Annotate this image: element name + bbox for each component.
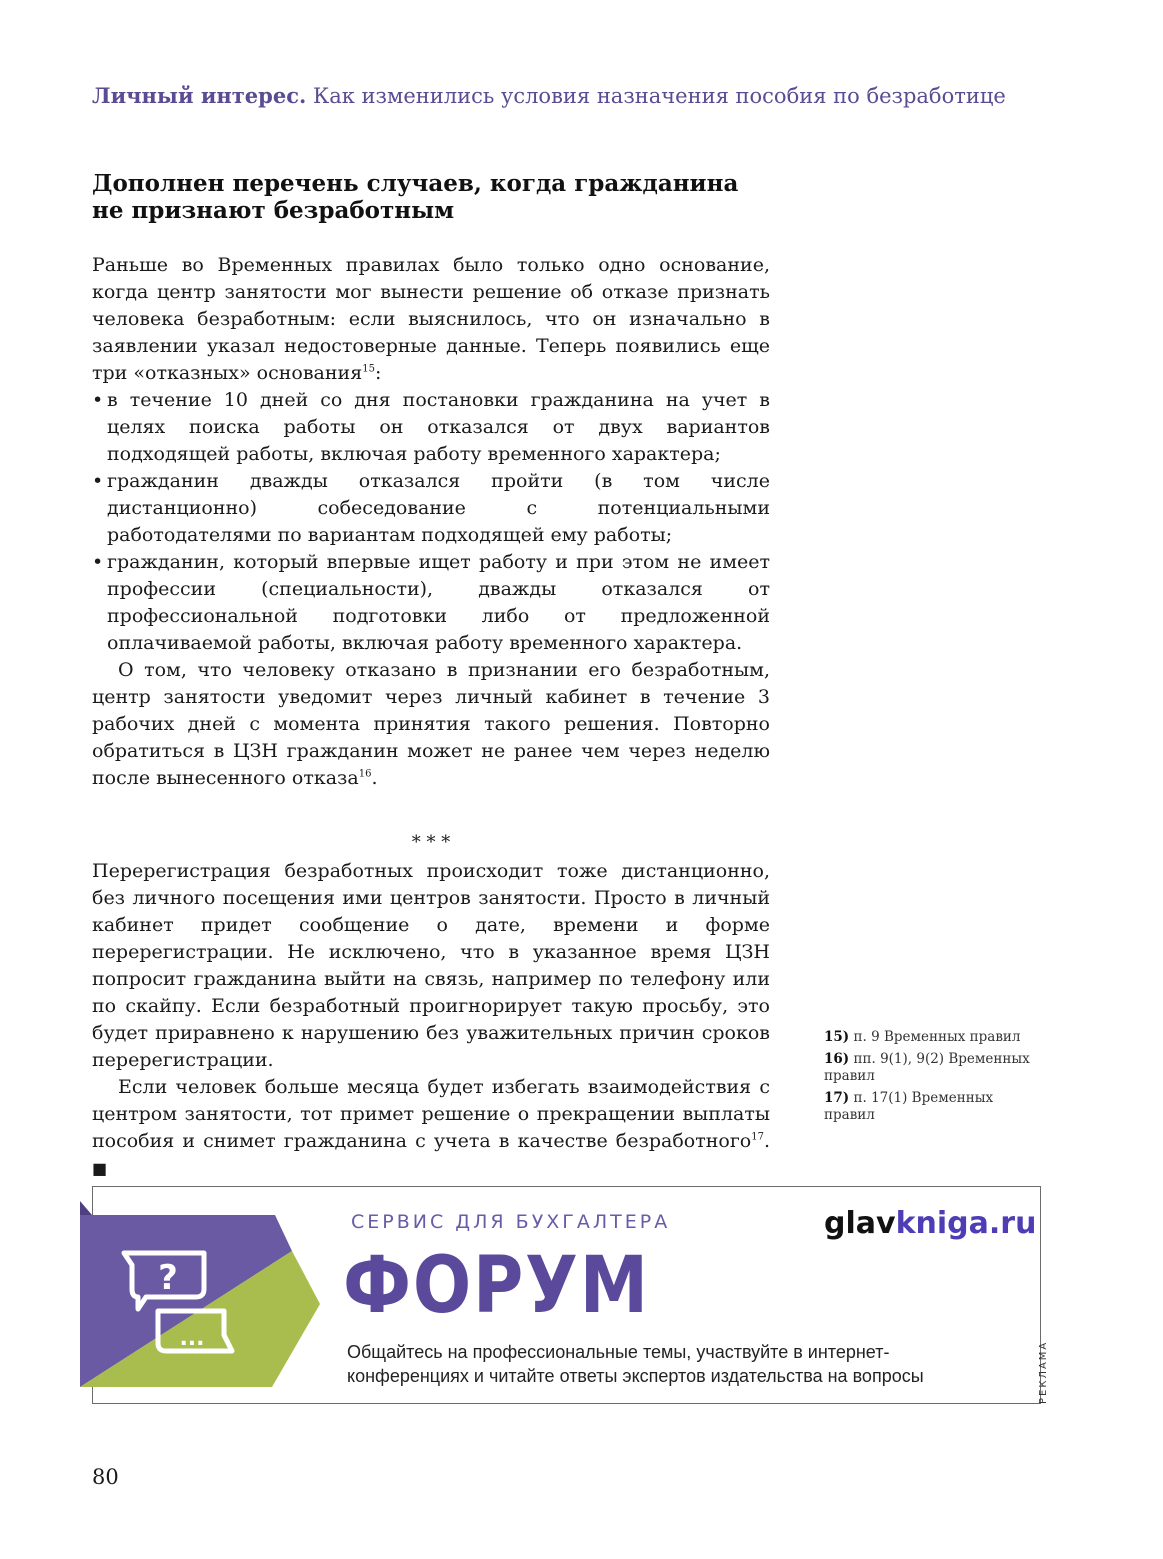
ad-kicker: СЕРВИС ДЛЯ БУХГАЛТЕРА [351,1211,671,1233]
ad-label: РЕКЛАМА [1038,1340,1049,1404]
footnote-16 [824,1051,1044,1085]
forum-ad-graphic [80,1201,320,1387]
article [92,170,770,1182]
intro-paragraph [92,252,770,387]
article-heading [92,170,770,224]
footnote-text: п. 9 Временных правил [853,1029,1021,1045]
footnote-number: 17) [824,1090,850,1106]
footnote-ref-16[interactable]: 16 [358,768,372,780]
heading-line-1: Дополнен перечень случаев, когда гражданина [92,170,739,197]
footnote-ref-15[interactable]: 15 [362,363,375,375]
site-prefix: glav [824,1206,896,1241]
running-head-section: Личный интерес. [92,83,307,108]
section-separator: * * * [411,832,451,853]
footnote-15 [824,1029,1044,1046]
list-item: • гражданин дважды отказался пройти (в том числе дистанционно) собеседование с потенциальными работодателями по вариантам подходящей ему работы; [92,468,770,549]
footnote-number: 16) [824,1051,850,1067]
notice-end: . [371,767,378,789]
list-item: • гражданин, который впервые ищет работу и при этом не имеет профессии (специальности), дважды отказался от профессиональной подготовки либо от предложенной оплачиваемой работы, включая работу временного характера. [92,549,770,657]
reregistration-paragraph: Перерегистрация безработных происходит тоже дистанционно, без личного посещения ими центров занятости. Просто в личный кабинет придет сообщение о дате, времени и форме перерегистрации. Не исключено, что в указанное время ЦЗН попросит гражданина выйти на связь, например по телефону или по скайпу. Если безработный проигнорирует такую просьбу, это будет приравнено к нарушению без уважительных причин сроков перерегистрации. [92,860,770,1071]
final-end: . [763,1130,770,1152]
running-head [92,82,1072,110]
ad-title: ФОРУМ [343,1241,650,1331]
footnote-text: пп. 9(1), 9(2) Временных правил [824,1051,1030,1084]
question-mark: ? [158,1258,178,1298]
intro-end: : [374,362,382,384]
footnote-17 [824,1090,1044,1124]
final-paragraph [92,1074,770,1182]
article-body [92,252,770,1182]
footnote-ref-17[interactable]: 17 [751,1131,764,1143]
ad-description: Общайтесь на профессиональные темы, участвуйте в интернет-конференциях и читайте ответы экспертов издательства на вопросы [347,1342,924,1386]
end-mark: ■ [92,1159,108,1178]
refusal-grounds-list [92,387,770,657]
heading-line-2: не признают безработным [92,197,455,224]
footnotes [824,1029,1044,1129]
footnote-number: 15) [824,1029,850,1045]
list-item: • в течение 10 дней со дня постановки гражданина на учет в целях поиска работы он отказался от двух вариантов подходящей работы, включая работу временного характера; [92,387,770,468]
running-head-title: Как изменились условия назначения пособия по безработице [312,84,1006,108]
final-text: Если человек больше месяца будет избегать взаимодействия с центром занятости, тот примет решение о прекращении выплаты пособия и снимет гражданина с учета в качестве безработного [92,1076,770,1152]
notice-text: О том, что человеку отказано в признании его безработным, центр занятости уведомит через личный кабинет в течение 3 рабочих дней с момента принятия такого решения. Повторно обратиться в ЦЗН гражданин может не ранее чем через неделю после вынесенного отказа [92,659,770,789]
footnote-text: п. 17(1) Временных правил [824,1090,994,1123]
ad-site-link[interactable] [824,1206,1036,1241]
ellipsis-glyph: ... [179,1326,205,1351]
notice-paragraph [92,657,770,792]
intro-text: Раньше во Временных правилах было только одно основание, когда центр занятости мог вынести решение об отказе признать человека безработным: если выяснилось, что он изначально в заявлении указал недостоверные данные. Теперь появились еще три «отказных» основания [92,254,770,384]
page-number: 80 [92,1465,119,1489]
site-accent: kniga.ru [895,1206,1037,1241]
